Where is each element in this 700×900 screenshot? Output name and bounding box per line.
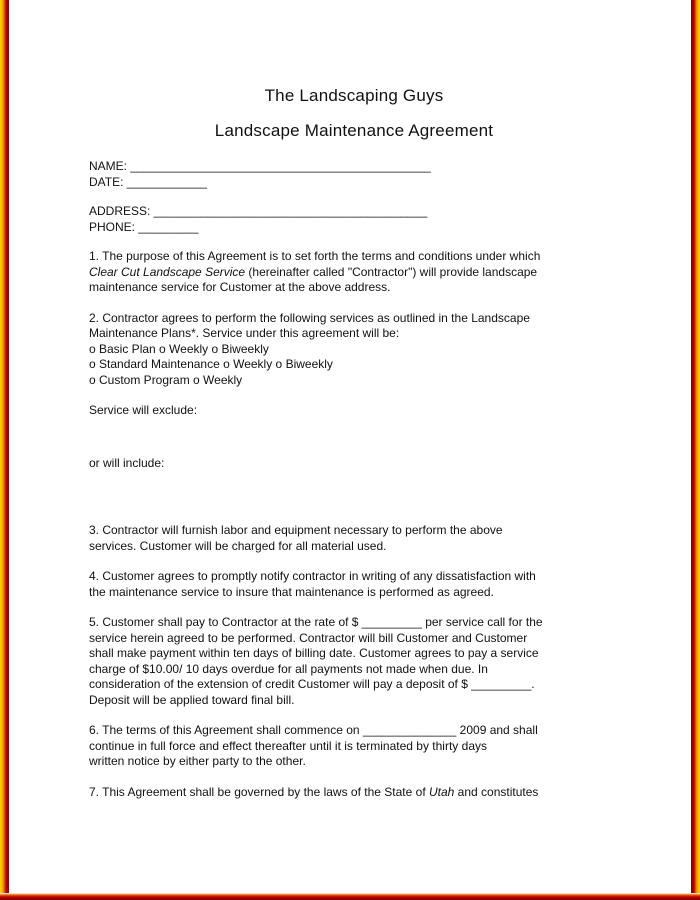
clause-1-line: 1. The purpose of this Agreement is to set forth the terms and conditions under which bbox=[89, 249, 541, 263]
company-name: The Landscaping Guys bbox=[264, 86, 444, 105]
clause-5-line: Deposit will be applied toward final bill. bbox=[89, 692, 295, 707]
clause-3-line: 3. Contractor will furnish labor and equipment necessary to perform the above bbox=[89, 523, 503, 537]
agreement-document bbox=[89, 86, 619, 815]
clause-5 bbox=[89, 615, 619, 708]
bottom-border-decoration bbox=[0, 893, 700, 900]
address-field: ADDRESS: _________________________________________ bbox=[89, 204, 428, 218]
clause-5-line: consideration of the extension of credit Customer will pay a deposit of $ _________. bbox=[89, 677, 535, 691]
clause-7 bbox=[89, 785, 619, 801]
clause-1 bbox=[89, 249, 619, 296]
clause-3 bbox=[89, 523, 619, 554]
clause-2 bbox=[89, 311, 619, 389]
name-field: NAME: _____________________________________________ bbox=[89, 159, 431, 173]
service-option-custom: o Custom Program o Weekly bbox=[89, 372, 243, 387]
clause-1-line bbox=[89, 265, 619, 281]
clause-6-line: continue in full force and effect thereafter until it is terminated by thirty days bbox=[89, 738, 487, 753]
date-field: DATE: ____________ bbox=[89, 174, 207, 189]
clause-1-text: (hereinafter called "Contractor") will provide landscape bbox=[245, 264, 538, 279]
clause-5-line: 5. Customer shall pay to Contractor at the rate of $ _________ per service call for the bbox=[89, 615, 543, 629]
service-option-standard: o Standard Maintenance o Weekly o Biweekly bbox=[89, 357, 333, 371]
phone-field: PHONE: _________ bbox=[89, 219, 199, 234]
clause-7-text: 7. This Agreement shall be governed by the laws of the State of bbox=[89, 784, 429, 799]
contact-fields bbox=[89, 159, 619, 235]
clause-2-line: Maintenance Plans*. Service under this agreement will be: bbox=[89, 326, 400, 340]
clause-5-line: shall make payment within ten days of billing date. Customer agrees to pay a service bbox=[89, 646, 539, 660]
left-border-decoration bbox=[0, 0, 9, 900]
clause-4 bbox=[89, 569, 619, 600]
service-include-label: or will include: bbox=[89, 455, 165, 470]
document-title: Landscape Maintenance Agreement bbox=[214, 121, 494, 140]
clause-4-line: 4. Customer agrees to promptly notify contractor in writing of any dissatisfaction with bbox=[89, 569, 536, 583]
clause-1-line: maintenance service for Customer at the above address. bbox=[89, 280, 391, 294]
clause-3-line: services. Customer will be charged for all material used. bbox=[89, 538, 387, 553]
service-exclude-label: Service will exclude: bbox=[89, 403, 198, 417]
clause-7-text: and constitutes bbox=[454, 784, 539, 799]
clause-2-line: 2. Contractor agrees to perform the following services as outlined in the Landscape bbox=[89, 310, 530, 325]
clause-7-line bbox=[89, 785, 619, 801]
clause-5-line: charge of $10.00/ 10 days overdue for all payments not made when due. In bbox=[89, 661, 488, 676]
clause-6-line: 6. The terms of this Agreement shall commence on ______________ 2009 and shall bbox=[89, 723, 538, 737]
clause-5-line: service herein agreed to be performed. Contractor will bill Customer and Customer bbox=[89, 630, 528, 645]
clause-4-line: the maintenance service to insure that maintenance is performed as agreed. bbox=[89, 584, 494, 599]
service-option-basic: o Basic Plan o Weekly o Biweekly bbox=[89, 341, 269, 356]
business-name: Clear Cut Landscape Service bbox=[89, 264, 246, 279]
clause-6-line: written notice by either party to the other. bbox=[89, 754, 306, 768]
clause-6 bbox=[89, 723, 619, 770]
state-name: Utah bbox=[428, 784, 455, 799]
right-border-decoration bbox=[691, 0, 700, 900]
